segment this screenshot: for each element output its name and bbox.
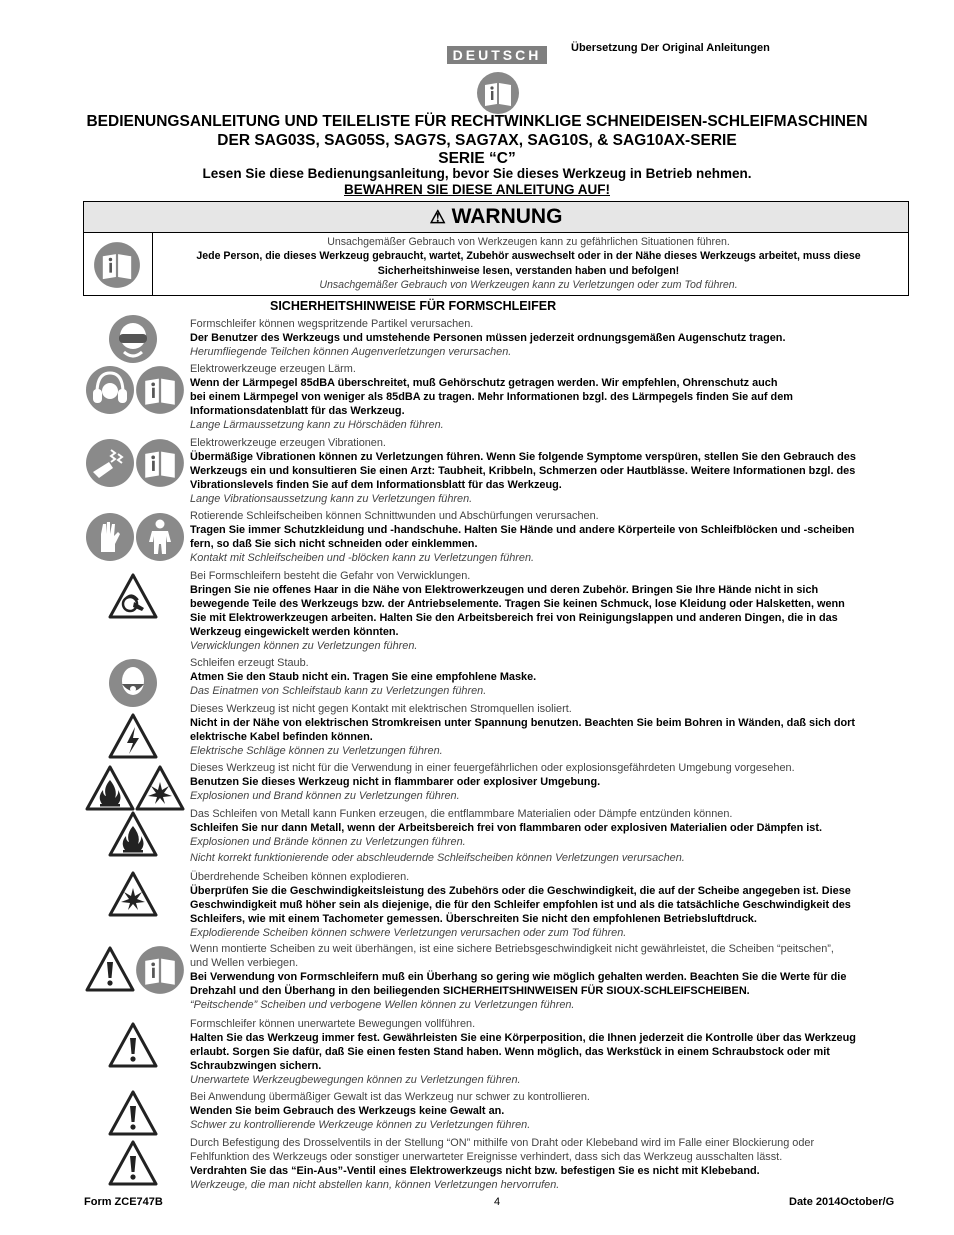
warning-line: Unsachgemäßer Gebrauch von Werkzeugen kann zu Verletzungen oder zum Tod führen. — [319, 278, 738, 291]
keep-manual-notice: BEWAHREN SIE DIESE ANLEITUNG AUF! — [343, 182, 610, 197]
item-line: Das Schleifen von Metall kann Funken erzeugen, die entflammbare Materialien oder Dämpfe entzünden können. — [190, 808, 733, 820]
safety-item — [190, 363, 915, 433]
explosion-hazard-icon — [108, 870, 158, 920]
warning-text — [153, 235, 904, 292]
footer-date: Date 2014October/G — [789, 1196, 895, 1208]
safety-item — [190, 318, 915, 360]
item-line: Elektrowerkzeuge erzeugen Lärm. — [190, 363, 356, 375]
item-line: Explosionen und Brand können zu Verletzungen führen. — [190, 789, 460, 802]
item-line: Halten Sie das Werkzeug immer fest. Gewährleisten Sie eine Körperposition, die Ihnen jederzeit die Kontrolle über das Werkzeug — [190, 1031, 856, 1044]
item-line: bei einem Lärmpegel von weniger als 85dBA zu tragen. Mehr Informationen bzgl. des Lärmpegels finden Sie auf dem — [190, 390, 793, 403]
general-warning-icon — [85, 945, 135, 995]
item-line: Überprüfen Sie die Geschwindigkeitsleistung des Zubehörs oder die Geschwindigkeit, die auf der Scheibe angegeben ist. Diese — [190, 884, 851, 897]
item-line: Unerwartete Werkzeugbewegungen können zu Verletzungen führen. — [190, 1073, 521, 1086]
item-line: Verdrahten Sie das “Ein-Aus”-Ventil eines Elektrowerkzeugs nicht bzw. befestigen Sie es nicht mit Klebeband. — [190, 1164, 760, 1177]
read-manual-icon — [476, 71, 520, 115]
item-line: Überdrehende Scheiben können explodieren. — [190, 871, 410, 883]
item-line: fern, so daß Sie sich nicht schneiden oder einklemmen. — [190, 537, 478, 550]
item-line: Tragen Sie immer Schutzkleidung und -handschuhe. Halten Sie Hände und andere Körperteile von Schleifblöcken und -scheiben — [190, 523, 855, 536]
item-line: und Wellen verbiegen. — [190, 956, 299, 969]
vibration-hazard-icon — [85, 438, 135, 488]
electric-shock-icon — [108, 712, 158, 762]
item-line: Verwicklungen können zu Verletzungen führen. — [190, 639, 418, 652]
safety-item — [190, 1137, 915, 1193]
item-line: Dieses Werkzeug ist nicht gegen Kontakt mit elektrischen Stromquellen isoliert. — [190, 703, 572, 715]
item-line: Atmen Sie den Staub nicht ein. Tragen Sie eine empfohlene Maske. — [190, 670, 537, 683]
gloves-icon — [85, 512, 135, 562]
item-line: Das Einatmen von Schleifstaub kann zu Verletzungen führen. — [190, 684, 487, 697]
safety-item — [190, 1018, 915, 1088]
item-line: Wenn der Lärmpegel 85dBA überschreitet, muß Gehörschutz getragen werden. Wir empfehlen, Ohrenschutz auch — [190, 376, 778, 389]
item-line: Fehlfunktion des Werkzeugs oder sonstiger unerwarteter Ereignisse verhindert, dass sich das Werkzeug ausschalten lässt. — [190, 1150, 783, 1163]
item-line: Der Benutzer des Werkzeugs und umstehende Personen müssen jederzeit ordnungsgemäßen Augenschutz tragen. — [190, 331, 786, 344]
warning-heading-text: WARNUNG — [451, 205, 563, 228]
entanglement-hazard-icon — [108, 572, 158, 622]
safety-item — [190, 510, 915, 566]
ear-protection-icon — [85, 365, 135, 415]
warning-box — [83, 201, 909, 296]
item-line: Schwer zu kontrollierende Werkzeuge können zu Verletzungen führen. — [190, 1118, 531, 1131]
item-line: Werkzeuge, die man nicht abstellen kann, können Verletzungen hervorrufen. — [190, 1178, 560, 1191]
safety-item — [190, 808, 915, 866]
item-line: Formschleifer können wegspritzende Partikel verursachen. — [190, 318, 474, 330]
read-manual-icon — [135, 438, 185, 488]
item-line: Übermäßige Vibrationen können zu Verletzungen führen. Wenn Sie folgende Symptome verspüren, stellen Sie den Gebrauch des — [190, 450, 856, 463]
warning-heading — [84, 202, 908, 233]
general-warning-icon — [108, 1021, 158, 1071]
item-line: Formschleifer können unerwartete Bewegungen vollführen. — [190, 1018, 476, 1030]
item-line: Schleifers, wie mit einem Tachometer gemessen. Überschreiten Sie nicht den empfohlenen Betriebsluftdruck. — [190, 912, 757, 925]
item-line: Explodierende Scheiben können schwere Verletzungen verursachen oder zum Tod führen. — [190, 926, 627, 939]
item-line: Werkzeug eingewickelt werden könnten. — [190, 625, 399, 638]
item-line: Werkzeugs ein und konsultieren Sie einen Arzt: Taubheit, Kribbeln, Schmerzen oder Hautblässe. Weitere Informationen bzgl. des — [190, 464, 856, 477]
item-line: Bei Formschleifern besteht die Gefahr von Verwicklungen. — [190, 570, 471, 582]
item-line: Sie mit Elektrowerkzeugen arbeiten. Halten Sie den Arbeitsbereich frei von Reinigungslappen und anderen Dingen, die in das — [190, 611, 838, 624]
section-heading: SICHERHEITSHINWEISE FÜR FORMSCHLEIFER — [270, 299, 557, 313]
item-line: Vibrationslevels finden Sie auf dem Informationsblatt für das Werkzeug. — [190, 478, 562, 491]
item-line: Lange Vibrationsaussetzung kann zu Verletzungen führen. — [190, 492, 473, 505]
warning-line: Sicherheitshinweise lesen, verstanden haben und befolgen! — [377, 264, 680, 277]
warning-triangle-icon: ⚠ — [429, 207, 446, 227]
read-manual-icon — [135, 945, 185, 995]
general-warning-icon — [108, 1139, 158, 1189]
safety-item — [190, 1091, 915, 1133]
item-line: Lange Lärmaussetzung kann zu Hörschäden führen. — [190, 418, 444, 431]
item-line: Explosionen und Brände können zu Verletzungen führen. — [190, 835, 466, 848]
safety-item — [190, 437, 915, 507]
item-line: Informationsdatenblatt für das Werkzeug. — [190, 404, 405, 417]
item-line: Elektrische Schläge können zu Verletzungen führen. — [190, 744, 443, 757]
item-line: Durch Befestigung des Drosselventils in der Stellung “ON” mithilfe von Draht oder Klebeband wird im Falle einer Blockierung oder — [190, 1137, 815, 1149]
item-line: Kontakt mit Schleifscheiben und -blöcken kann zu Verletzungen führen. — [190, 551, 535, 564]
read-instruction: Lesen Sie diese Bedienungsanleitung, bevor Sie dieses Werkzeug in Betrieb nehmen. — [202, 166, 752, 181]
item-line: Bei Verwendung von Formschleifern muß ein Überhang so gering wie möglich gehalten werden. Beachten Sie die Werte für die — [190, 970, 847, 983]
fire-hazard-icon — [108, 810, 158, 860]
explosion-hazard-icon — [135, 764, 185, 814]
warning-icon-cell — [84, 232, 153, 295]
item-line: elektrische Kabel befinden können. — [190, 730, 373, 743]
translation-note: Übersetzung Der Original Anleitungen — [571, 42, 770, 54]
item-line: Rotierende Schleifscheiben können Schnittwunden und Abschürfungen verursachen. — [190, 510, 599, 522]
language-badge: DEUTSCH — [447, 46, 547, 64]
general-warning-icon — [108, 1089, 158, 1139]
item-line: Dieses Werkzeug ist nicht für die Verwendung in einer feuergefährlichen oder explosionsgefährdeten Umgebung vorgesehen. — [190, 762, 795, 774]
warning-line: Unsachgemäßer Gebrauch von Werkzeugen kann zu gefährlichen Situationen führen. — [327, 236, 730, 248]
item-line: Schraubzwingen sichern. — [190, 1059, 322, 1072]
item-line: Wenn montierte Scheiben zu weit überhängen, ist eine sichere Betriebsgeschwindigkeit nicht gewährleistet, die Scheiben “peitschen”, — [190, 943, 834, 955]
protective-clothing-icon — [135, 512, 185, 562]
item-line: Nicht in der Nähe von elektrischen Stromkreisen unter Spannung benutzen. Beachten Sie beim Bohren in Wänden, daß sich dort — [190, 716, 856, 729]
manual-title-line-2: DER SAG03S, SAG05S, SAG7S, SAG7AX, SAG10S, & SAG10AX-SERIE — [217, 132, 737, 149]
item-line: Elektrowerkzeuge erzeugen Vibrationen. — [190, 437, 386, 449]
item-line: “Peitschende” Scheiben und verbogene Wellen können zu Verletzungen führen. — [190, 998, 575, 1011]
item-line: Nicht korrekt funktionierende oder abschleudernde Schleifscheiben können Verletzungen verursachen. — [190, 851, 685, 864]
manual-title-line-3: SERIE “C” — [438, 150, 516, 167]
warning-line: Jede Person, die dieses Werkzeug gebraucht, wartet, Zubehör auswechselt oder in der Nähe dieses Werkzeugs arbeitet, muss diese — [196, 250, 861, 263]
item-line: Schleifen Sie nur dann Metall, wenn der Arbeitsbereich frei von flammbaren oder explosiven Materialien oder Dämpfen ist. — [190, 821, 823, 834]
item-line: Bei Anwendung übermäßiger Gewalt ist das Werkzeug nur schwer zu kontrollieren. — [190, 1091, 590, 1103]
safety-item — [190, 943, 915, 1013]
item-line: Benutzen Sie dieses Werkzeug nicht in flammbarer oder explosiver Umgebung. — [190, 775, 601, 788]
safety-item — [190, 762, 915, 804]
read-manual-icon — [93, 241, 141, 289]
safety-item — [190, 657, 915, 699]
item-line: Geschwindigkeit muß höher sein als diejenige, die für den Schleifer empfohlen ist und als die tatsächliche Geschwindigkeit des — [190, 898, 851, 911]
item-line: Herumfliegende Teilchen können Augenverletzungen verursachen. — [190, 345, 512, 358]
safety-item — [190, 871, 915, 941]
manual-title-line-1: BEDIENUNGSANLEITUNG UND TEILELISTE FÜR RECHTWINKLIGE SCHNEIDEISEN-SCHLEIFMASCHINEN — [86, 113, 868, 130]
safety-item — [190, 703, 915, 759]
respirator-icon — [108, 658, 158, 708]
safety-glasses-icon — [108, 314, 158, 364]
safety-item — [190, 570, 915, 653]
item-line: Bringen Sie nie offenes Haar in die Nähe von Elektrowerkzeugen und deren Zubehör. Bringen Sie Ihre Hände nicht in sich — [190, 583, 819, 596]
item-line: Wenden Sie beim Gebrauch des Werkzeugs keine Gewalt an. — [190, 1104, 505, 1117]
footer-form-number: Form ZCE747B — [84, 1196, 163, 1208]
fire-hazard-icon — [85, 764, 135, 814]
footer-page-number: 4 — [494, 1196, 501, 1208]
item-line: erlaubt. Sorgen Sie dafür, daß Sie einen festen Stand haben. Wenn möglich, das Werkstück in einem Schraubstock oder mit — [190, 1045, 830, 1058]
item-line: Schleifen erzeugt Staub. — [190, 657, 309, 669]
item-line: Drehzahl und den Überhang in den beiliegenden SICHERHEITSHINWEISEN FÜR SIOUX-SCHLEIFSCHEIBEN. — [190, 984, 750, 997]
read-manual-icon — [135, 365, 185, 415]
item-line: bewegende Teile des Werkzeugs bzw. der Antriebselemente. Tragen Sie keinen Schmuck, lose Kleidung oder Halsketten, wenn — [190, 597, 845, 610]
